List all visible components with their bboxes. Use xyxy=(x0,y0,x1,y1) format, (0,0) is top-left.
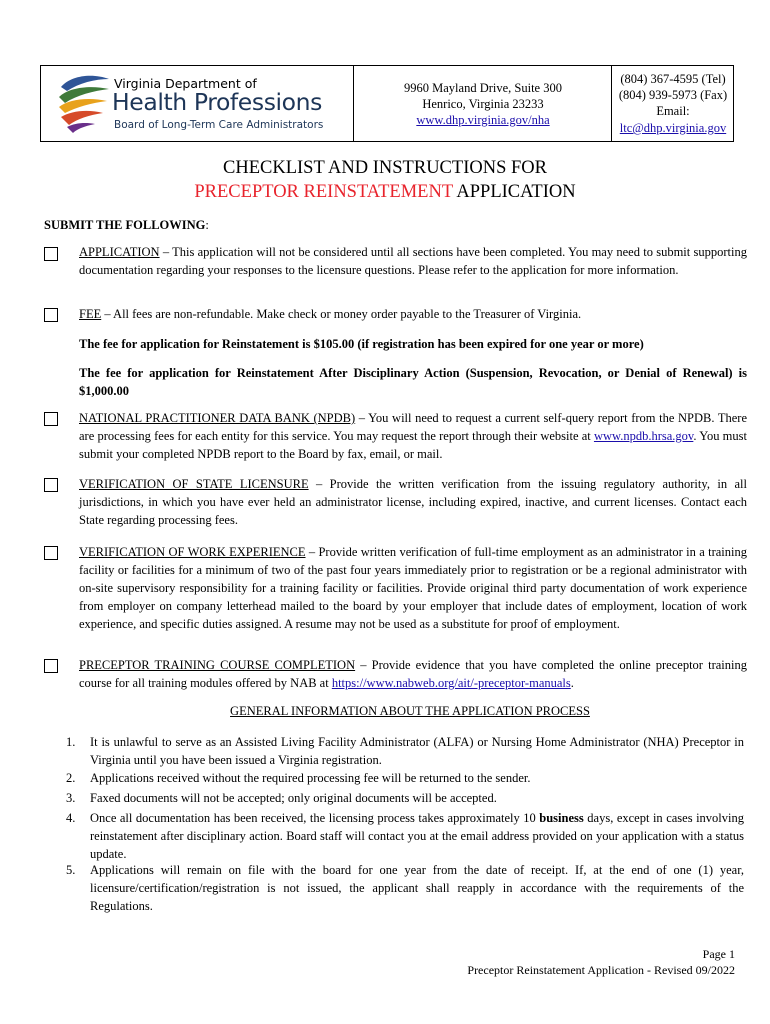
address-cell xyxy=(353,66,612,141)
fee-label: FEE xyxy=(79,307,102,321)
list-item: Once all documentation has been received, the licensing process takes approximately 10 business days, except in cases involving reinstatement after disciplinary action. Board staff will contact you at the email address provided on your application with a status update. xyxy=(90,811,744,861)
list-item: It is unlawful to serve as an Assisted Living Facility Administrator (ALFA) or Nursing Home Administrator (NHA) Preceptor in Virginia until you have been issued a Virginia registration. xyxy=(90,735,744,767)
fee-item xyxy=(79,305,747,323)
email-label: Email: xyxy=(656,104,690,118)
training-text-end: . xyxy=(570,676,574,690)
address-line1: 9960 Mayland Drive, Suite 300 xyxy=(404,81,562,95)
licensure-text: – Provide the written verification from the issuing regulatory authority, in all jurisdictions, in which you have ever held an administrator license, including expired, inactive, and current licenses. Contact each State regarding processing fees. xyxy=(79,477,747,527)
work-text: – Provide written verification of full-time employment as an administrator in a training facility or facilities for a minimum of two of the past four years immediately prior to registration or be a regional administrator with on-site supervisory responsibility for a training facility or facilities. Provide original third party documentation of work experience from employer on company letterhead mailed to the board by your employer that include dates of employment, location of work experience, and specific duties assigned. A resume may not be used as a substitute for proof of employment. xyxy=(79,545,747,631)
training-label: PRECEPTOR TRAINING COURSE COMPLETION xyxy=(79,658,356,672)
licensure-item xyxy=(79,475,747,529)
board-name: Board of Long-Term Care Administrators xyxy=(114,119,324,131)
npdb-text-end: . You must submit your completed NPDB report to the Board by fax, email, or mail. xyxy=(79,429,747,461)
phone-fax: (804) 939-5973 (Fax) xyxy=(618,88,728,102)
npdb-item xyxy=(79,409,747,463)
training-text: – Provide evidence that you have completed the online preceptor training course for all training modules offered by NAB at xyxy=(79,658,747,690)
list-number: 5. xyxy=(66,863,76,877)
revision-note: Preceptor Reinstatement Application - Revised 09/2022 xyxy=(467,963,735,977)
logo-cell xyxy=(41,66,353,141)
application-label: APPLICATION xyxy=(79,245,160,259)
npdb-label: NATIONAL PRACTITIONER DATA BANK (NPDB) xyxy=(79,411,356,425)
application-checkbox[interactable] xyxy=(44,247,58,261)
agency-name-line2: Health Professions xyxy=(112,88,322,116)
licensure-checkbox[interactable] xyxy=(44,478,58,492)
application-text: – This application will not be considered until all sections have been completed. You may need to submit supporting documentation regarding your responses to the licensure questions. Please refer to the application for more information. xyxy=(79,245,747,277)
letterhead xyxy=(40,65,734,142)
phone-tel: (804) 367-4595 (Tel) xyxy=(620,72,726,86)
licensure-label: VERIFICATION OF STATE LICENSURE xyxy=(79,477,309,491)
general-info-heading: GENERAL INFORMATION ABOUT THE APPLICATION PROCESS xyxy=(230,704,590,718)
agency-name-line1: Virginia Department of xyxy=(114,76,257,91)
title-rest: APPLICATION xyxy=(452,182,576,202)
work-label: VERIFICATION OF WORK EXPERIENCE xyxy=(79,545,306,559)
fee-disciplinary-note: The fee for application for Reinstatement After Disciplinary Action (Suspension, Revocation, or Denial of Renewal) is $1,000.00 xyxy=(79,366,747,398)
nab-link[interactable]: https://www.nabweb.org/ait/-preceptor-manuals xyxy=(331,676,571,690)
application-item xyxy=(79,243,747,279)
list-number: 4. xyxy=(66,811,76,825)
list-item: Faxed documents will not be accepted; only original documents will be accepted. xyxy=(90,791,497,805)
submit-heading: SUBMIT THE FOLLOWING: xyxy=(44,218,209,232)
website-link[interactable]: www.dhp.virginia.gov/nha xyxy=(416,113,550,127)
list-item: Applications received without the required processing fee will be returned to the sender. xyxy=(90,771,531,785)
list-number: 1. xyxy=(66,735,76,749)
page-title-line2 xyxy=(0,182,770,203)
fee-reinstatement-note: The fee for application for Reinstatement is $105.00 (if registration has been expired for one year or more) xyxy=(79,337,644,351)
page-number: Page 1 xyxy=(702,947,735,961)
training-item xyxy=(79,656,747,692)
fee-text: – All fees are non-refundable. Make check or money order payable to the Treasurer of Virginia. xyxy=(101,307,582,321)
list-number: 2. xyxy=(66,771,76,785)
email-link[interactable]: ltc@dhp.virginia.gov xyxy=(619,121,727,135)
list-item: Applications will remain on file with the board for one year from the date of receipt. If, at the end of one (1) year, licensure/certification/registration is not issued, the applicant shall reapply in accordance with the requirements of the Regulations. xyxy=(90,863,744,913)
address-line2: Henrico, Virginia 23233 xyxy=(422,97,544,111)
work-item xyxy=(79,543,747,633)
dhp-logo-icon xyxy=(55,73,111,135)
page-title-line1: CHECKLIST AND INSTRUCTIONS FOR xyxy=(223,158,547,178)
list-number: 3. xyxy=(66,791,76,805)
npdb-checkbox[interactable] xyxy=(44,412,58,426)
fee-checkbox[interactable] xyxy=(44,308,58,322)
work-checkbox[interactable] xyxy=(44,546,58,560)
training-checkbox[interactable] xyxy=(44,659,58,673)
npdb-text: – You will need to request a current self-query report from the NPDB. There are processing fees for each entity for this service. You may request the report through their website at xyxy=(79,411,747,443)
title-highlight: PRECEPTOR REINSTATEMENT xyxy=(194,182,453,202)
npdb-link[interactable]: www.npdb.hrsa.gov xyxy=(593,429,694,443)
contact-cell xyxy=(611,66,734,141)
